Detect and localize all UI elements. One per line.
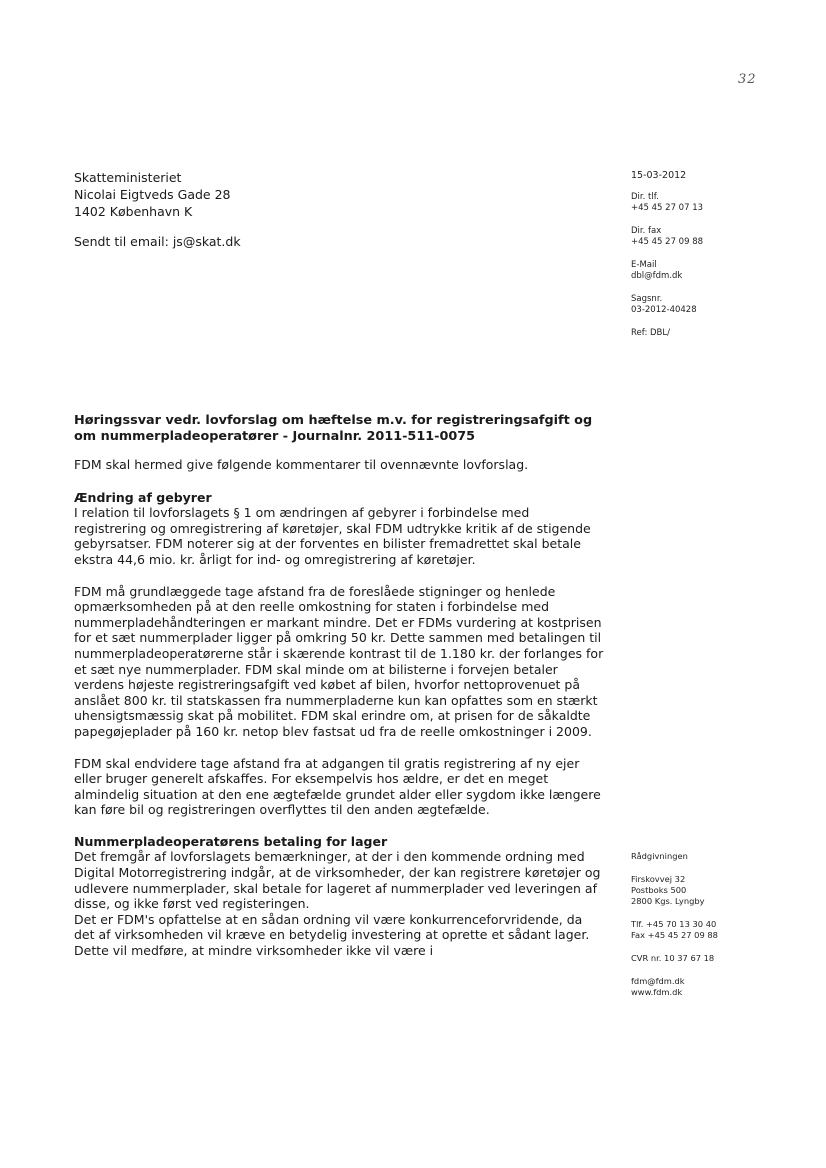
section-plate-operator-payment — [74, 834, 604, 959]
sender-phone-fax — [631, 919, 718, 941]
letter-body — [74, 413, 604, 959]
reference: Ref: DBL/ — [631, 328, 670, 338]
direct-fax-label: Dir. fax — [631, 226, 662, 236]
sender-department: Rådgivningen — [631, 851, 688, 861]
sender-email-label: E-Mail — [631, 260, 657, 270]
sender-email-footer: fdm@fdm.dk — [631, 976, 685, 986]
direct-phone — [631, 192, 703, 214]
sender-cvr: CVR nr. 10 37 67 18 — [631, 953, 715, 963]
direct-phone-value: +45 45 27 07 13 — [631, 203, 704, 213]
section-heading: Nummerpladeoperatørens betaling for lager — [74, 833, 388, 849]
paragraph: Det er FDM's opfattelse at en sådan ordning vil være konkurrenceforvridende, da det af virksomheden vil kræve en betydelig investering at oprette et sådant lager. Dette vil medføre, at mindre virksomheder ikke vil være i — [74, 911, 590, 959]
case-number — [631, 294, 703, 316]
address-line: Postboks 500 — [631, 885, 687, 895]
paragraph: FDM skal endvidere tage afstand fra at adgangen til gratis registrering af ny ejer eller bruger generelt afskaffes. For eksempelvis hos ældre, er det en meget almindelig situation at den ene ægtefælde grundet alder eller sygdom ikke længere kan føre bil og registreringen overflyttes til den anden ægtefælde. — [74, 755, 601, 818]
case-number-label: Sagsnr. — [631, 294, 663, 304]
paragraph: Det fremgår af lovforslagets bemærkninger, at der i den kommende ordning med Digital Motorregistrering indgår, at de virksomheder, der kan registrere køretøjer og udlevere nummerplader, skal betale for lageret af nummerplader ved leveringen af disse, og ikke først ved registeringen. — [74, 849, 601, 912]
sender-email-value: dbl@fdm.dk — [631, 271, 683, 281]
sender-fax: Fax +45 45 27 09 88 — [631, 930, 718, 940]
section-fee-changes — [74, 490, 604, 818]
paragraph: FDM må grundlæggede tage afstand fra de foreslåede stigninger og henlede opmærksomheden på at den reelle omkostning for staten i forbindelse med nummerpladehåndteringen er markant mindre. Det er FDMs vurdering at kostprisen for et sæt nummerplader ligger på omkring 50 kr. Dette sammen med betalingen til nummerpladeoperatørerne står i skærende kontrast til de 1.180 kr. der forlanges for et sæt nye nummerplader. FDM skal minde om at bilisterne i forvejen betaler verdens højeste registreringsafgift ved købet af bilen, hvorfor nettoprovenuet på anslået 800 kr. til statskassen fra nummerpladerne kun kan opfattes som en stærkt uhensigtsmæssig skat på mobilitet. FDM skal erindre om, at prisen for de såkaldte papegøjeplader på 160 kr. netop blev fastsat ud fra de reelle omkostninger i 2009. — [74, 583, 604, 739]
direct-phone-label: Dir. tlf. — [631, 192, 659, 202]
sender-email — [631, 260, 703, 282]
recipient-line: Skatteministeriet — [74, 170, 182, 185]
page-number: 32 — [738, 72, 757, 87]
recipient-line: Nicolai Eigtveds Gade 28 — [74, 187, 231, 202]
case-number-value: 03-2012-40428 — [631, 305, 697, 315]
recipient-address — [74, 169, 241, 250]
sender-website: www.fdm.dk — [631, 987, 683, 997]
address-line: 2800 Kgs. Lyngby — [631, 896, 705, 906]
address-line: Firskovvej 32 — [631, 874, 686, 884]
section-heading: Ændring af gebyrer — [74, 489, 212, 505]
sent-by-email-line: Sendt til email: js@skat.dk — [74, 234, 241, 249]
sender-address — [631, 874, 718, 907]
sender-phone: Tlf. +45 70 13 30 40 — [631, 919, 717, 929]
recipient-line: 1402 København K — [74, 204, 193, 219]
direct-fax — [631, 226, 703, 248]
letter-date: 15-03-2012 — [631, 170, 687, 181]
letter-heading: Høringssvar vedr. lovforslag om hæftelse m.v. for registreringsafgift og om nummerpladeoperatører - Journalnr. 2011-511-0075 — [74, 413, 593, 444]
intro-paragraph: FDM skal hermed give følgende kommentarer til ovennævnte lovforslag. — [74, 457, 529, 472]
letter-meta — [631, 170, 703, 339]
paragraph: I relation til lovforslagets § 1 om ændringen af gebyrer i forbindelse med registrering og omregistrering af køretøjer, skal FDM udtrykke kritik af de stigende gebyrsatser. FDM noterer sig at der forventes en bilister fremadrettet skal betale ekstra 44,6 mio. kr. årligt for ind- og omregistrering af køretøjer. — [74, 505, 591, 567]
sender-info — [631, 851, 718, 998]
direct-fax-value: +45 45 27 09 88 — [631, 237, 704, 247]
